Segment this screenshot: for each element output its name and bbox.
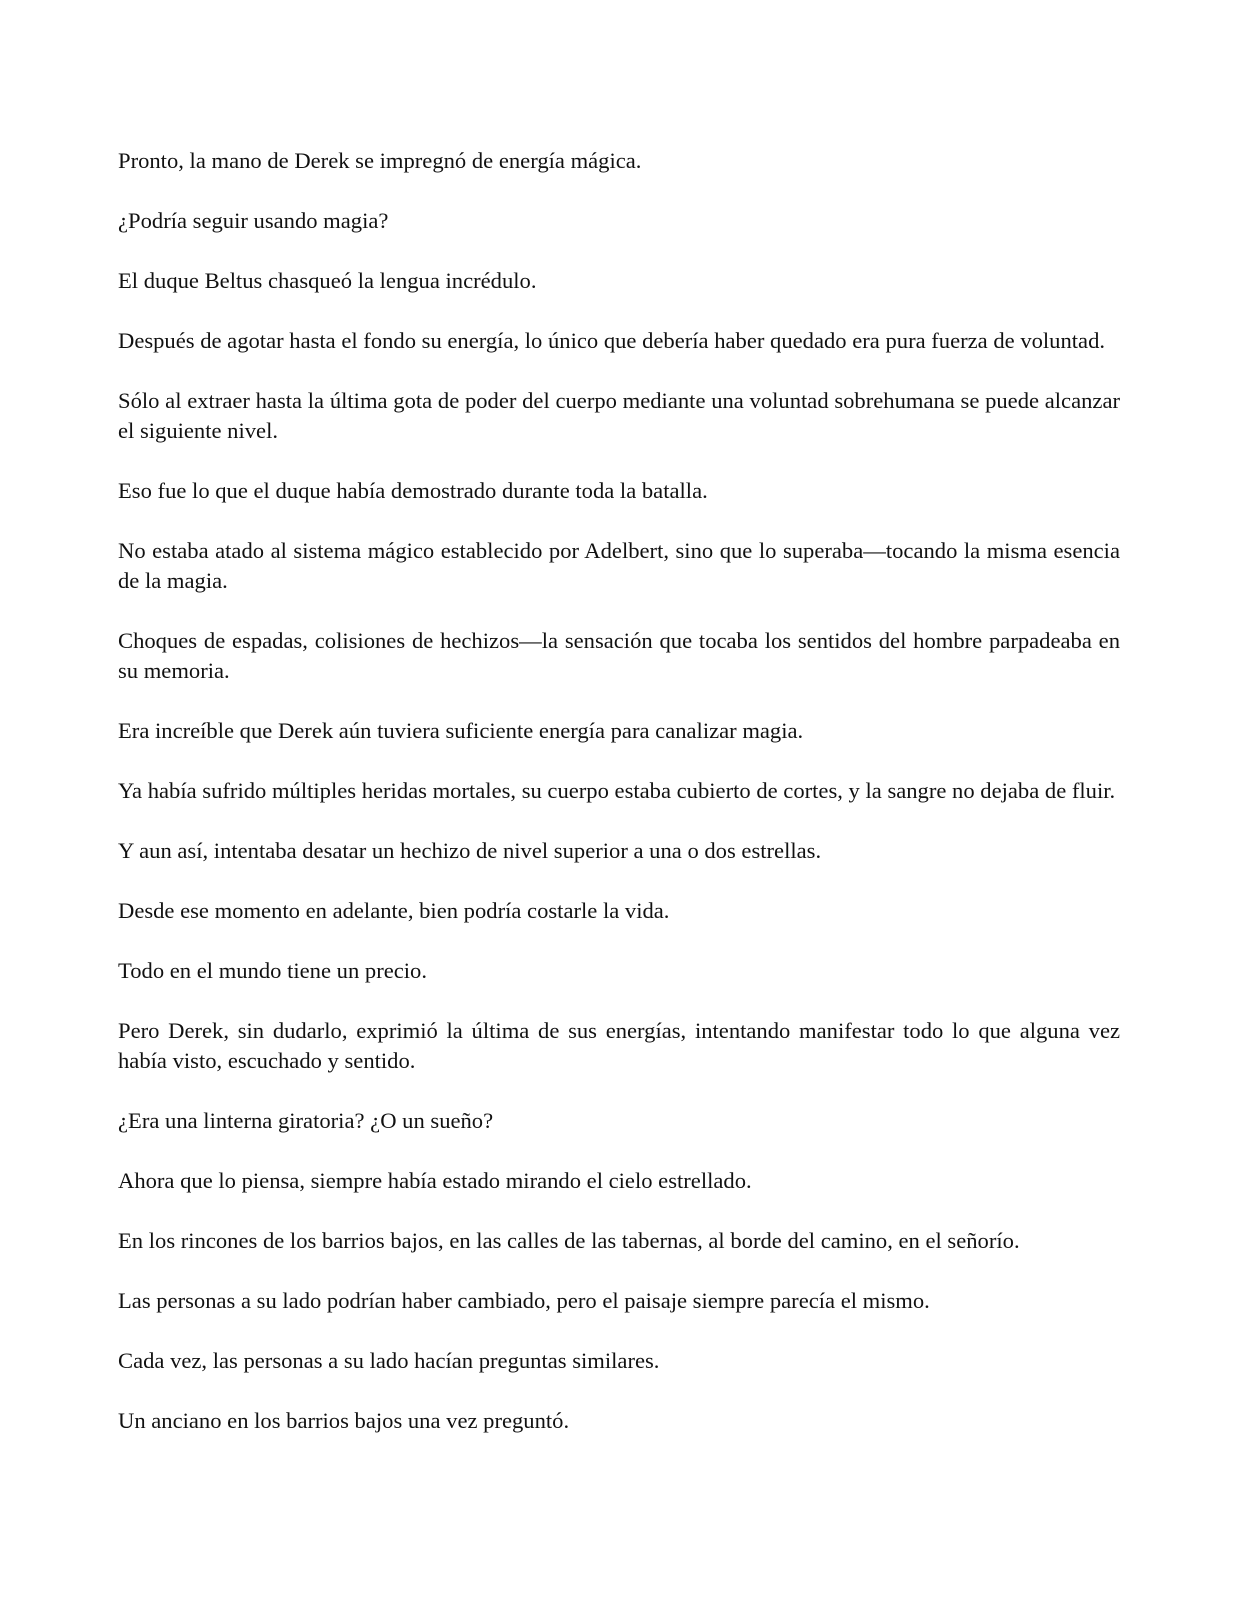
paragraph: Las personas a su lado podrían haber cambiado, pero el paisaje siempre parecía el mismo. — [118, 1288, 930, 1313]
paragraph: Eso fue lo que el duque había demostrado durante toda la batalla. — [118, 478, 708, 503]
paragraph: Cada vez, las personas a su lado hacían preguntas similares. — [118, 1348, 660, 1373]
paragraph: No estaba atado al sistema mágico establecido por Adelbert, sino que lo superaba—tocando la misma esencia de la magia. — [118, 538, 1120, 593]
paragraph: Era increíble que Derek aún tuviera suficiente energía para canalizar magia. — [118, 718, 804, 743]
paragraph: El duque Beltus chasqueó la lengua incrédulo. — [118, 268, 537, 293]
paragraph: Desde ese momento en adelante, bien podría costarle la vida. — [118, 898, 670, 923]
paragraph: Ya había sufrido múltiples heridas mortales, su cuerpo estaba cubierto de cortes, y la sangre no dejaba de fluir. — [118, 778, 1116, 803]
paragraph: Choques de espadas, colisiones de hechizos—la sensación que tocaba los sentidos del hombre parpadeaba en su memoria. — [118, 628, 1120, 683]
paragraph: ¿Era una linterna giratoria? ¿O un sueño? — [118, 1108, 494, 1133]
paragraph: En los rincones de los barrios bajos, en las calles de las tabernas, al borde del camino, en el señorío. — [118, 1228, 1020, 1253]
paragraph: Pero Derek, sin dudarlo, exprimió la última de sus energías, intentando manifestar todo lo que alguna vez había visto, escuchado y sentido. — [118, 1018, 1120, 1073]
paragraph: Después de agotar hasta el fondo su energía, lo único que debería haber quedado era pura fuerza de voluntad. — [118, 328, 1106, 353]
paragraph: Y aun así, intentaba desatar un hechizo de nivel superior a una o dos estrellas. — [118, 838, 822, 863]
paragraph: Todo en el mundo tiene un precio. — [118, 958, 427, 983]
document-body — [118, 146, 1120, 1466]
paragraph: ¿Podría seguir usando magia? — [118, 208, 389, 233]
paragraph: Un anciano en los barrios bajos una vez preguntó. — [118, 1408, 570, 1433]
paragraph: Sólo al extraer hasta la última gota de poder del cuerpo mediante una voluntad sobrehumana se puede alcanzar el siguiente nivel. — [118, 388, 1120, 443]
paragraph: Ahora que lo piensa, siempre había estado mirando el cielo estrellado. — [118, 1168, 752, 1193]
paragraph: Pronto, la mano de Derek se impregnó de energía mágica. — [118, 148, 642, 173]
